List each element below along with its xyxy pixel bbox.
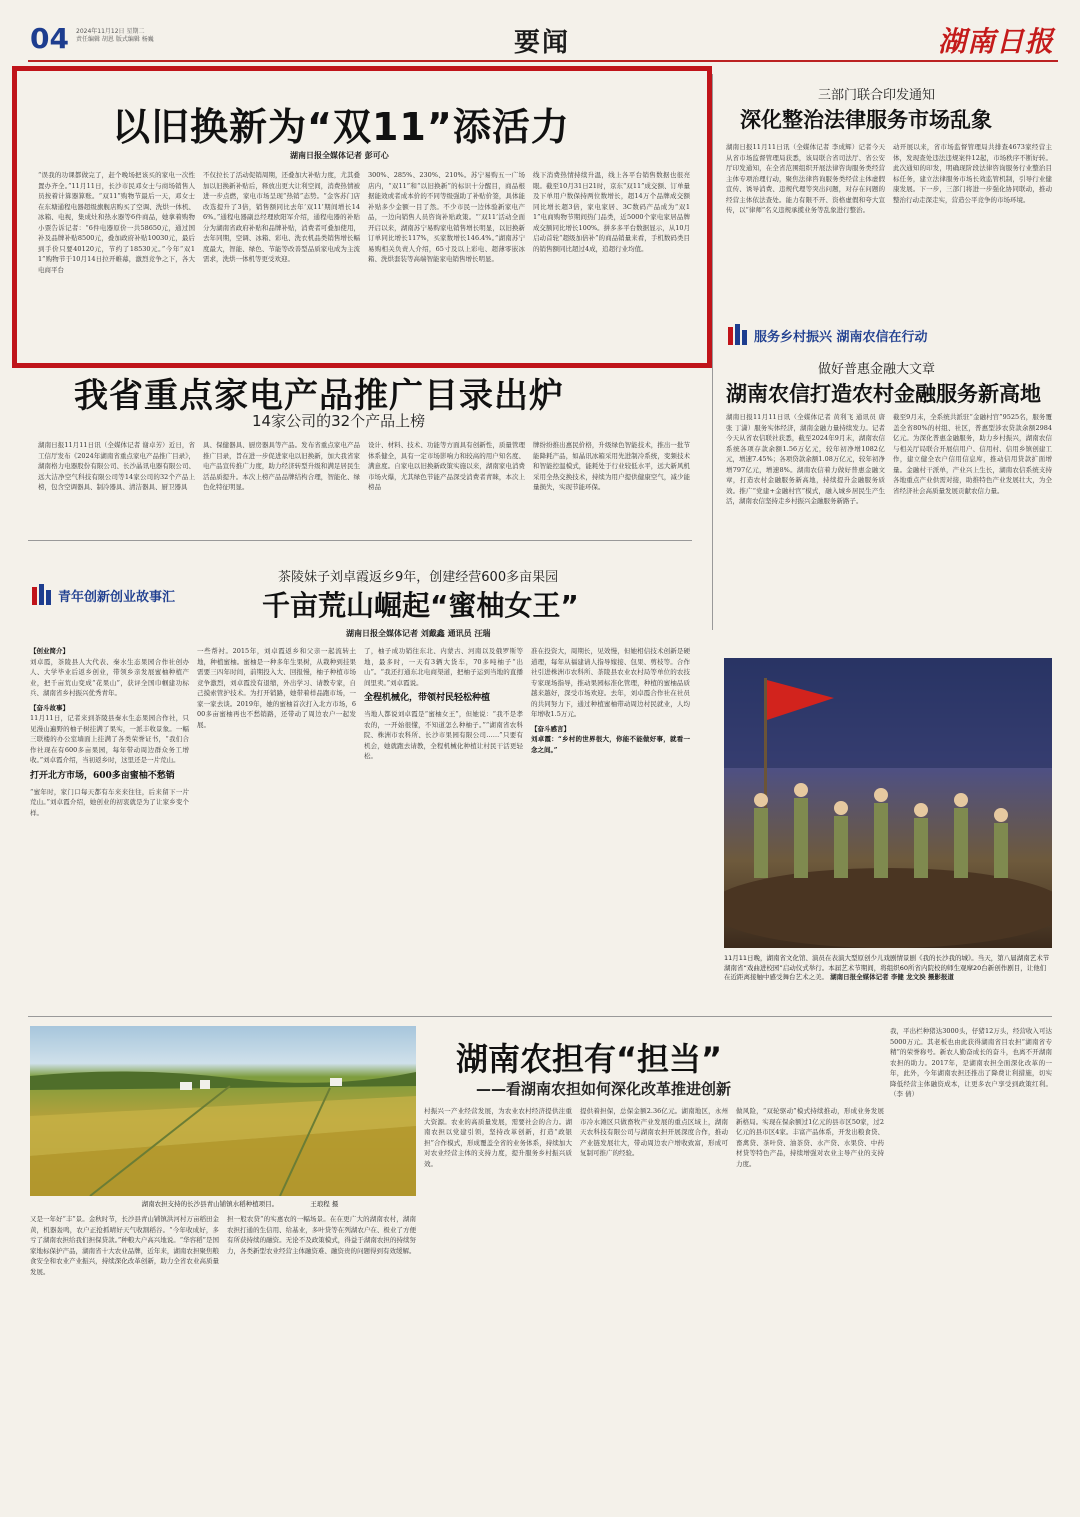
- article-column: 一些帮衬。2015年，刘卓霞返乡和父亲一起流转土地，种植蜜柚。蜜柚是一种多年生果树，从栽种到挂果需要三四年时间，前期投入大、回报慢，柚子种植市场竞争激烈，刘卓霞没有退缩，外出学习、请教专家，自己摸索管护技术。为打开销路，她带着样品跑市场，一家一家去谈。2019年，她的蜜柚首次打入北方市场，600多亩蜜柚再也不愁销路，还带动了周边农户一起发展。: [197, 647, 356, 729]
- kicker-legal: 三部门联合印发通知: [818, 88, 936, 103]
- article-agri-middle: [424, 1106, 884, 1504]
- story-text: 11月11日，记者来到茶陵县秦水生态果园合作社，只见漫山遍野的柚子树挂满了果实，一派丰收景象。一幅三联楼的办公室墙面上挂满了各类荣誉证书，“我们合作社现在有600多亩果园，每年带动周边群众务工增收。”刘卓霞介绍，当初返乡时，这里还是一片荒山。: [30, 714, 189, 764]
- page-editors: 责任编辑 胡恩 版式编辑 杨巍: [76, 36, 154, 43]
- article-column: 设计、材料、技术、功能等方面具有创新性，质量管理体系健全，具有一定市场影响力和较高的用户知名度、满意度。自家电以旧换新政策实施以来，湖南家电消费市场火爆，尤其绿色节能产品深受消费者青睐，本次上榜品: [368, 441, 525, 491]
- quote-label: 【奋斗感言】: [531, 724, 570, 733]
- article-column: 担一般农贷“的实惠农的一幅场景。在在更广大的湖南农村，湖南农担打通的生信用、给基业，多叶贷等在列湖农户在、极业了方便有所获持续的融资。无论不及政策模式，得益于湖南农担的持续努力，各类新型农业经营主体融资难、融资贵的问题得到有效缓解。: [227, 1215, 416, 1255]
- subhead-agri: ——看湖南农担如何深化改革推进创新: [476, 1080, 732, 1098]
- article-column: 湖南日报11月11日讯（全媒体记者 黄利飞 通讯员 唐张 丁潇）服务实体经济，湖南金融力量持续发力。记者今天从省农信联社获悉，截至2024年9月末，湖南农信系统各项存款余额1.56万亿元，较年初净增1082亿元，增速7.45%；各项贷款余额1.08万亿元，较年初净增797亿元，增速8%。湖南农信着力做好普惠金融文章，打造农村金融服务新高地，持续提升金融服务质效。推广“党建+金融村官”模式，融入城乡居民生产生活，湖南农信坚持走乡村振兴金融服务新路子。: [726, 413, 885, 505]
- story-tail: “蜜年时，家门口每天都有车来来往往，后来留下一片荒山。”刘卓霞介绍，她创业的初衷就是为了让家乡变个样。: [30, 787, 189, 817]
- intro-text: 刘卓霞，茶陵县人大代表、秦水生态果园合作社创办人、大学毕业后返乡创业，带领乡亲发展蜜柚种植产业，把千亩荒山变成“花果山”，获评全国巾帼建功标兵、湖南省乡村振兴优秀青年。: [30, 657, 189, 697]
- page-number: 04: [30, 22, 69, 55]
- subheading: 打开北方市场，600多亩蜜柚不愁销: [30, 770, 175, 781]
- article-column: 牌纷纷推出惠民价格，升级绿色智能技术，推出一批节能降耗产品，如晶讯冰箱采用先进制冷系统，变频技术和智能控温模式，能耗处于行业较低水平，远大新风机采用全热交换技术，持续为用户提供健康空气，减少能量损失，实现节能环保。: [533, 441, 690, 491]
- intro-label: 【创业简介】: [30, 647, 69, 655]
- article-column: 村振兴一产业经营发展，为农业农村经济提供注重大资源。农业的高质量发展，需要社会的合力。湖南农担以党建引领，坚持改革创新，打造“政银担”合作模式，形成覆盖全省的业务体系，持续加大对农业经营主体的支持力度，提升服务乡村振兴质效。: [424, 1107, 572, 1168]
- byline-double11: 湖南日报全媒体记者 彭可心: [290, 151, 389, 160]
- kicker-pomelo: 茶陵妹子刘卓霞返乡9年，创建经营600多亩果园: [278, 570, 559, 585]
- drama-photo-caption: [724, 954, 1052, 983]
- article-column: 具、保健器具、厨房器具等产品。发布省重点家电产品推广目录，旨在进一步促进家电以旧换新，加大我省家电产品宣传推广力度，助力经济转型升级和满足居民生活品质提升。本次上榜产品品牌结构合理，智能化、绿色化特征明显。: [203, 441, 360, 491]
- article-column: 做风险，“双轮驱动”模式持续推动，形成业务发展新格局。实现在保余额过1亿元的县市区50家，过2亿元的县市区4家。丰富产品体系，开发出粮食贷、畜禽贷、茶叶贷、油茶贷、水产贷、水果贷、中药材贷等特色产品，持续增强对农业主导产业的支持力度。: [736, 1107, 884, 1168]
- article-agri-right: [890, 1026, 1052, 1504]
- column-divider: [712, 74, 713, 630]
- kicker-rcb: 做好普惠金融大文章: [818, 362, 936, 377]
- drama-photo: [724, 658, 1052, 948]
- subheading: 全程机械化，带领村民轻松种植: [364, 693, 491, 703]
- col4-text: 准在投资大，周期长，见效慢，但她相信技术创新是硬道理，每年从福建请人指导嫁接、包果、剪枝等。合作社引进株洲市农科所、茶陵县农业农村局等单位的农技专家现场指导，推动果园标准化管理，种植的蜜柚品质越来越好，深受市场欢迎。去年，刘卓霞合作社在社员的共同努力下，通过种植蜜柚带动周边村民就业，人均年增收1.5万元。: [531, 647, 690, 718]
- headline-pomelo: 千亩荒山崛起“蜜柚女王”: [262, 589, 579, 622]
- article-column: [30, 646, 189, 1002]
- rice-photo-caption: [60, 1200, 420, 1210]
- article-column: 湖南日报11月11日讯（全媒体记者 谢卓芳）近日，省工信厅发布《2024年湖南省重点家电产品推广目录》，湖南格力电器股份有限公司、长沙晶讯电器有限公司、远大洁净空气科技有限公司等14家公司的32个产品上榜，包含空调器具、制冷器具、清洁器具、厨卫器具: [38, 441, 195, 491]
- subhead-catalog: 14家公司的32个产品上榜: [252, 412, 426, 430]
- article-column: 提供着担保，总保金额2.36亿元。湖南地区，永州市冷水滩区只做畜牧产业发展的重点区域上，湖南天农科技有限公司与湖南农担开展深度合作，推动产业链发展壮大，带动周边农户增收致富，形成可复制可推广的经验。: [580, 1107, 728, 1157]
- article-rcb-body: [726, 412, 1052, 620]
- article-column: 300%、285%、230%、210%。苏宁易购五一广场店内，“双11”和“以旧换新”的标识十分醒目，商品根据能效或者成本价的不同等级强助了补贴价签，具体能补贴多少金额一目了然。不少市民一边体验新家电产品，一边向销售人员咨询补贴政策。“‘双11’活动全面开启以来，湖南苏宁易购家电销售增长明显，以旧换新订单同比增长117%，买家数增长146.4%。”湖南苏宁易购相关负责人介绍，65寸及以上彩电、超薄零嵌冰箱、洗烘套装等高端智能家电销售增长明显。: [368, 171, 525, 263]
- photo-credit: 王琅程 摄: [310, 1200, 339, 1208]
- col3-tail: 当地人都说刘卓霞是“蜜柚女王”，但她说：“我不是孝农的，一开始很懂，不知道怎么种柚子。”“湖南省农科院、株洲市农科所、长沙市果园有限公司……”只要有机会，她就跑去请教，全程机械化种植让村民干活更轻松。: [364, 710, 523, 760]
- masthead: [28, 20, 1058, 62]
- article-column: [531, 646, 690, 1002]
- section-tag-icon: [30, 584, 52, 606]
- article-agri-left: [30, 1214, 416, 1504]
- headline-agri: 湖南农担有“担当”: [456, 1040, 723, 1078]
- article-column: 截至9月末，全系统共派驻“金融村官”9525名，服务覆盖全省80%的村组、社区，普惠型涉农贷款余额2984亿元。为深化普惠金融服务，助力乡村振兴，湖南农信与相关厅局联合开展信用户、信用村、信用乡镇创建工作，建立健全农户信用信息库，推动信用贷款扩面增量。金融村干派单，产业兴上生长，湖南农信系统支持各地重点产业供需对接，助推特色产业发展壮大，为全省经济社会高质量发展贡献农信力量。: [893, 413, 1052, 495]
- story-label: 【奋斗故事】: [30, 703, 69, 712]
- article-column: 线下消费热情持续升温，线上各平台销售数据也很亮眼。截至10月31日21时，京东“双11”成交额、订单量及下单用户数保持两位数增长，超14万个品牌成交额同比增长超3倍，家电家居、3C数码产品成为“双11”电商购物节期间热门品类，近5000个家电家居品牌成交额同比增长100%。拼多多平台数据显示，从10月启动首轮“超级加倍补”的商品销量来看，手机数码类目的销售额同比超过4成，追超行业均值。: [533, 171, 690, 253]
- section-label-text: 服务乡村振兴 湖南农信在行动: [754, 329, 928, 345]
- quote-text: 刘卓霞：“乡村的世界很大，你能不能做好事，就看一念之间。”: [531, 735, 690, 754]
- article-double11-body: [38, 170, 690, 350]
- section-label-rcb: [726, 324, 928, 346]
- article-column: 湖南日报11月11日讯（全媒体记者 李成辉）记者今天从省市场监督管理局获悉，该局联合省司法厅、省公安厅印发通知，在全省范围组织开展法律咨询服务类经营主体专项治理行动，聚焦法律咨询服务类经营主体虚假宣传、诱导消费、违规代理等突出问题，对存在问题的经营主体依法查处。能力有限不开、资格虚假和夸大宣传，以“律师”名义违规承揽业务等乱象进行整治。: [726, 143, 885, 214]
- caption-text: 11月11日晚，湖南省文化馆、演员在表演大型原创少儿戏剧情景剧《我的长沙我的城》。当天，第八届湖南艺术节湖南省“戏曲进校园”启动仪式举行。本届艺术节期间，将组织60所省内院校的师生观摩20台新创作剧目，让他们在近距离接触中感受舞台艺术之美。: [724, 954, 1050, 981]
- rice-field-photo: [30, 1026, 416, 1196]
- section-tag-icon: [726, 324, 748, 346]
- byline-pomelo: 湖南日报全媒体记者 刘戴鑫 通讯员 汪瑞: [346, 629, 491, 638]
- article-column: 我，平出栏种猪达3000头，仔猪12万头，经营收入可达5000万元。其老板也由此获得湖南省目农担“湖南省专精”的荣誉称号。新农人勤奋成长的奋斗，也离不开湖南农担的助力。2017年，是湖南农担全面深化改革的一年，此外，今年湖南农担还推出了降费让利措施，切实降低经营主体融资成本，让更多农户享受到政策红利。（李 倩）: [890, 1027, 1052, 1098]
- divider: [28, 540, 692, 541]
- page-meta: [76, 28, 226, 44]
- headline-double11: 以旧换新为“双11”添活力: [112, 105, 570, 149]
- section-label-text: 青年创新创业故事汇: [58, 589, 176, 605]
- article-legal-body: [726, 142, 1052, 310]
- article-column: 动开展以来，省市场监督管理局共排查4673家经营主体，发现查处违法违规案件12起，市场秩序不断好转。此次通知的印发，明确现阶段法律咨询服务行业整治目标任务，建立法律服务市场长效监管机制，引导行业健康发展。下一步，三部门将进一步强化协同联动，推动整治行动走深走实，营造公平竞争的市场环境。: [893, 143, 1052, 204]
- drama-photo-illustration: [724, 658, 1052, 948]
- article-pomelo-body: [30, 646, 690, 1002]
- article-column: [364, 646, 523, 1002]
- section-title: 要闻: [514, 28, 571, 58]
- divider: [28, 1016, 1052, 1017]
- article-column: “误我的功课都做完了，赶个晚场把该买的家电一次性置办齐全。”11月11日，长沙市民邓女士与商场销售人员按着计算器算账。“双11”购物节最后一天，邓女士在东塘通程电器超级旗舰店购买了空调、洗烘一体机、冰箱、电视，集成灶和热水器等6件商品，她拿着购物小票告诉记者：“6件电器原价一共58650元，通过国补及品牌补贴8500元，叠加政府补贴10030元，最后到手价只要40120元，节约了18530元。”今年“双11”购物节于10月14日拉开帷幕，激烈竞争之下，各大电商平台: [38, 171, 195, 274]
- rice-field-illustration: [30, 1026, 416, 1196]
- section-label-pomelo: [30, 584, 175, 606]
- headline-rcb: 湖南农信打造农村金融服务新高地: [726, 382, 1041, 406]
- page-date: 2024年11月12日 星期二: [76, 28, 145, 35]
- photo-credit: 湖南日报全媒体记者 李健 龙文泱 摄影报道: [830, 973, 954, 981]
- paper-logo: 湖南日报: [937, 25, 1054, 58]
- headline-legal: 深化整治法律服务市场乱象: [740, 108, 992, 132]
- col3-text: 了，柚子成功销往东北、内蒙古、河南以及俄罗斯等地，最多时，一天有3辆大货车，70多吨柚子“出山”。“我还打通东北电商渠道，把柚子运到当地的直播间里卖。”刘卓霞说。: [364, 647, 523, 687]
- headline-catalog: 我省重点家电产品推广目录出炉: [74, 376, 564, 416]
- article-column: 不仅拉长了活动促销周期，还叠加大补贴力度，尤其叠加以旧换新补贴后，释放出更大让利空间，消费热情被进一步点燃，家电市场呈现“热销”态势。“金客苏门店改选提升了3倍，销售额同比去年‘双11’期间增长146%。”通程电器副总经理欧阳军介绍，通程电器的补贴分为湖南省政府补贴和品牌补贴，消费者可叠加使用，去年同期，空调、冰箱、彩电、洗衣机品类销售增长幅度最大，智能、绿色、节能等改善型品质家电成为主流需求，洗烘一体机等更受欢迎。: [203, 171, 360, 263]
- article-catalog-body: [38, 440, 690, 532]
- article-column: 又是一年好“丰”景。金秋时节，长沙县青山铺镇洪河村万亩稻田金黄，机器轰鸣，农户正抢抓晴好天气收割稻谷。“今年收成好，多亏了湖南农担给我们担保贷款。”种粮大户高兴地说。“华容稻”是国家地标保护产品，湖南省十大农业品牌，近年来，湖南农担聚焦粮食安全和农业产业振兴，持续深化改革创新，助力全省农业高质量发展。: [30, 1215, 219, 1276]
- caption-text: 湖南农担支持的长沙县青山铺镇水稻种植项目。: [141, 1200, 279, 1208]
